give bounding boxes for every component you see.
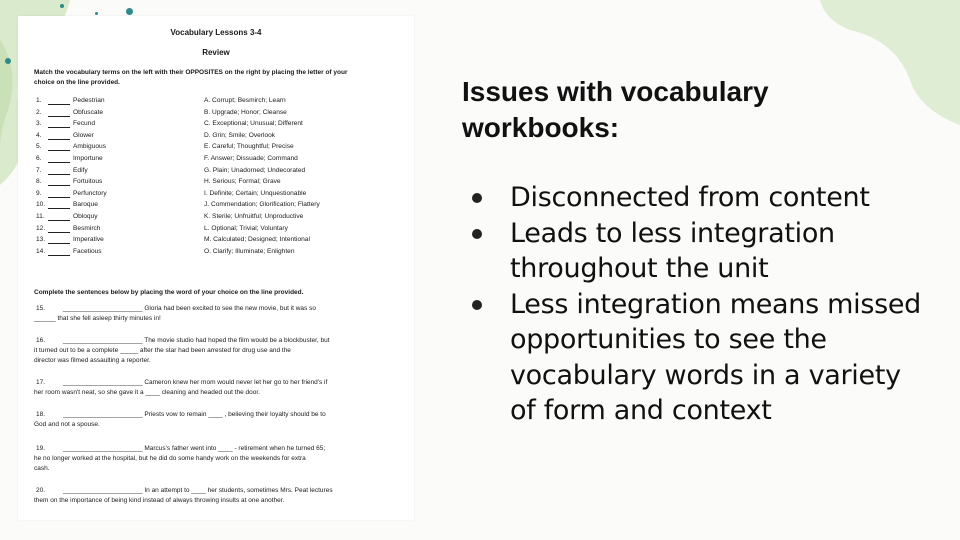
opposite-option: L. Optional; Trivial; Voluntary [204, 224, 288, 232]
sentence-line: ______ that she fell asleep thirty minutes in! [34, 315, 161, 322]
sentence-line: ______________________ In an attempt to ____ her students, sometimes Mrs. Peat lectures [63, 487, 333, 494]
bullet-item [462, 216, 932, 287]
matching-row [34, 247, 404, 257]
teal-dot-decoration [60, 4, 64, 8]
answer-blank [48, 177, 70, 186]
matching-number: 5. [36, 143, 42, 151]
matching-number: 4. [36, 131, 42, 139]
matching-row [34, 96, 404, 106]
answer-blank [48, 224, 70, 233]
answer-blank [48, 119, 70, 128]
matching-row [34, 108, 404, 118]
vocabulary-term: Obloquy [73, 213, 98, 220]
vocabulary-term: Facetious [73, 247, 102, 255]
opposite-option: O. Clarify; Illuminate; Enlighten [204, 247, 295, 255]
matching-number: 14. [36, 247, 46, 255]
opposite-option: E. Careful; Thoughtful; Precise [204, 143, 294, 151]
matching-number: 3. [36, 120, 42, 128]
matching-number: 9. [36, 189, 42, 197]
answer-blank [48, 189, 70, 198]
answer-blank [48, 131, 70, 140]
vocabulary-term: Fortuitous [73, 178, 103, 186]
matching-row [34, 119, 404, 129]
sentence-line: them on the importance of being kind instead of always throwing insults at one another. [34, 497, 285, 504]
vocabulary-term: Pedestrian [73, 97, 105, 104]
bullet-item [462, 287, 932, 429]
matching-number: 6. [36, 155, 42, 162]
opposite-option: D. Grin; Smile; Overlook [204, 131, 276, 139]
vocabulary-term: Fecund [73, 120, 95, 128]
answer-blank [48, 166, 70, 175]
sentence-number: 20. [36, 487, 46, 494]
opposite-option: C. Exceptional; Unusual; Different [204, 120, 303, 128]
matching-number: 2. [36, 108, 42, 116]
teal-dot-decoration [5, 58, 11, 64]
matching-row [34, 131, 404, 141]
sentence-line: ______________________ Marcus's father went into ____ - retirement when he turned 65; [63, 445, 326, 452]
sentence-line: ______________________ Cameron knew her mom would never let her go to her friend's if [63, 379, 328, 386]
matching-number: 10. [36, 201, 46, 209]
bullet-icon [472, 193, 482, 203]
sentence-line: her room wasn't neat, so she gave it a ____ cleaning and headed out the door. [34, 389, 261, 396]
bullet-icon [472, 229, 482, 239]
bullet-item [462, 180, 932, 216]
matching-row [34, 142, 404, 152]
matching-number: 11. [36, 213, 45, 220]
worksheet-instructions-matching [34, 68, 404, 88]
vocabulary-term: Baroque [73, 201, 98, 209]
teal-dot-decoration [126, 8, 133, 15]
opposite-option: K. Sterile; Unfruitful; Unproductive [204, 213, 304, 220]
vocabulary-term: Obfuscate [73, 108, 104, 116]
answer-blank [48, 247, 70, 256]
vocabulary-term: Importune [73, 155, 103, 162]
worksheet-instructions-sentences: Complete the sentences below by placing the word of your choice on the line provided. [34, 289, 304, 296]
answer-blank [48, 212, 70, 221]
opposite-option: J. Commendation; Glorification; Flattery [204, 201, 320, 209]
teal-dot-decoration [95, 12, 98, 15]
sentence-number: 16. [36, 337, 46, 344]
opposite-option: G. Plain; Unadorned; Undecorated [204, 166, 306, 174]
sentence-line: ______________________ Priests vow to remain ____ , believing their loyalty should be to [63, 411, 326, 418]
sentence-line: God and not a spouse. [34, 421, 100, 428]
matching-row [34, 235, 404, 245]
sentence-line: director was filmed assaulting a reporter. [34, 357, 151, 364]
sentence-number: 17. [36, 379, 46, 386]
vocabulary-term: Imperative [73, 236, 104, 244]
worksheet-title: Vocabulary Lessons 3-4 [170, 28, 262, 37]
slide-content [462, 74, 932, 426]
matching-number: 13. [36, 236, 46, 244]
opposite-option: B. Upgrade; Honor; Cleanse [204, 108, 287, 116]
opposite-option: H. Serious; Formal; Grave [204, 178, 281, 186]
opposite-option: M. Calculated; Designed; Intentional [204, 236, 310, 244]
matching-number: 7. [36, 166, 42, 174]
matching-row [34, 189, 404, 199]
matching-row [34, 224, 404, 234]
matching-row [34, 200, 404, 210]
matching-row [34, 166, 404, 176]
vocabulary-term: Besmirch [73, 224, 101, 232]
answer-blank [48, 235, 70, 244]
matching-row [34, 212, 404, 222]
opposite-option: I. Definite; Certain; Unquestionable [204, 189, 307, 197]
issues-bullet-list [462, 180, 932, 429]
sentence-line: ______________________ Gloria had been excited to see the new movie, but it was so [63, 305, 316, 312]
matching-number: 12. [36, 224, 46, 232]
vocabulary-term: Perfunctory [73, 189, 107, 197]
worksheet-subtitle: Review [202, 48, 230, 57]
sentence-number: 19. [36, 445, 46, 452]
matching-number: 1. [36, 97, 42, 104]
vocabulary-worksheet-image [18, 16, 414, 520]
opposite-option: A. Corrupt; Besmirch; Learn [204, 97, 286, 104]
sentence-line: he no longer worked at the hospital, but he did do some handy work on the weekends for extra [34, 455, 306, 462]
instructions-line: Match the vocabulary terms on the left with their OPPOSITES on the right by placing the letter of your [34, 69, 348, 76]
matching-row [34, 154, 404, 164]
slide-heading: Issues with vocabulary workbooks: [462, 76, 769, 143]
sentence-line: cash. [34, 465, 50, 472]
bullet-icon [472, 300, 482, 310]
answer-blank [48, 154, 70, 163]
vocabulary-term: Ambiguous [73, 143, 106, 151]
bullet-text: Leads to less integration throughout the unit [510, 217, 835, 284]
matching-row [34, 177, 404, 187]
instructions-line: choice on the line provided. [34, 79, 120, 86]
matching-number: 8. [36, 178, 42, 186]
sentence-line: it turned out to be a complete _____ after the star had been arrested for drug use and the [34, 347, 291, 354]
answer-blank [48, 200, 70, 209]
answer-blank [48, 96, 70, 105]
vocabulary-term: Glower [73, 131, 94, 139]
answer-blank [48, 108, 70, 117]
sentence-number: 18. [36, 411, 46, 418]
bullet-text: Disconnected from content [510, 182, 870, 213]
vocabulary-term: Edify [73, 166, 88, 174]
bullet-text: Less integration means missed opportunities to see the vocabulary words in a variety of form and context [510, 288, 922, 426]
opposite-option: F. Answer; Dissuade; Command [204, 155, 298, 162]
sentence-number: 15. [36, 305, 46, 312]
answer-blank [48, 142, 70, 151]
sentence-line: ______________________ The movie studio had hoped the film would be a blockbuster, but [63, 337, 330, 344]
